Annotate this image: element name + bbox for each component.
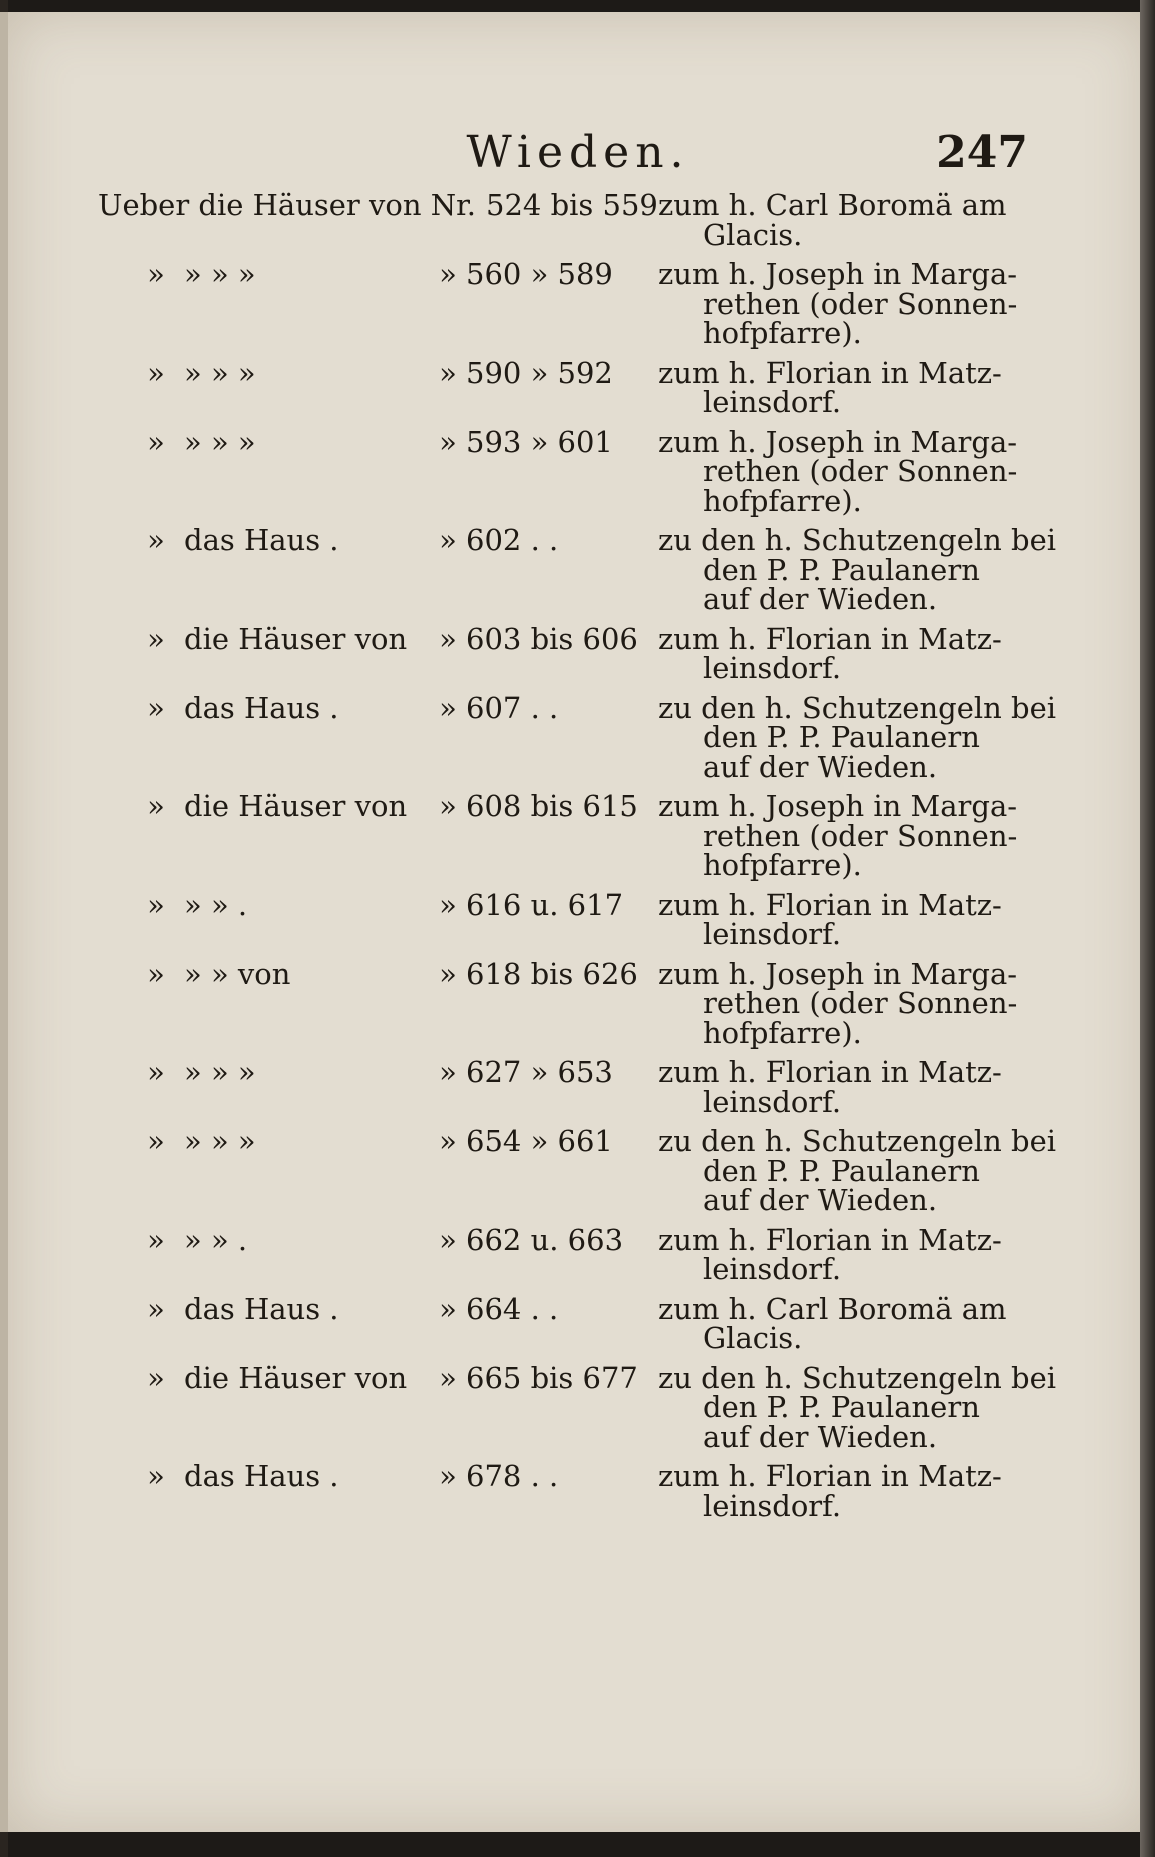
book-page <box>0 12 1148 1832</box>
house-number-range: 524 bis 559 <box>486 188 658 222</box>
parish-name-continued: leinsdorf. <box>703 1252 842 1286</box>
parish-name-continued: den P. P. Paulanern <box>703 720 980 754</box>
parish-name: zu den h. Schutzengeln bei <box>658 523 1057 557</box>
parish-name: zum h. Joseph in Marga- <box>658 789 1018 823</box>
row-ditto-mark: » <box>147 1055 165 1089</box>
row-label: das Haus . <box>184 1291 339 1326</box>
row-ditto-mark: » <box>147 621 165 656</box>
row-label: » » » <box>184 355 256 390</box>
parish-name-continued: auf der Wieden. <box>703 1183 938 1217</box>
parish-name-continued: leinsdorf. <box>703 1084 842 1119</box>
row-ditto-mark: » <box>147 424 165 459</box>
parish-name: zum h. Florian in Matz- <box>658 621 1002 656</box>
row-ditto-mark: » <box>439 621 457 656</box>
parish-name-continued: Glacis. <box>703 217 803 252</box>
running-header: Wieden. <box>466 127 690 178</box>
parish-name: zum h. Florian in Matz- <box>658 1222 1002 1257</box>
row-ditto-mark: » <box>147 355 165 390</box>
row-ditto-mark: » <box>439 1124 457 1158</box>
parish-name-continued: Glacis. <box>703 1321 803 1355</box>
table-row <box>8 1124 1148 1217</box>
parish-name-continued: rethen (oder Sonnen- <box>703 286 1018 321</box>
row-label: die Häuser von <box>184 789 408 823</box>
parish-name-continued: hofpfarre). <box>703 483 862 518</box>
parish-name-continued: leinsdorf. <box>703 651 842 685</box>
house-number-range: 665 bis 677 <box>466 1360 638 1395</box>
row-ditto-mark: » <box>439 789 457 823</box>
parish-name-continued: den P. P. Paulanern <box>703 1153 980 1188</box>
row-label: » » » <box>184 1124 256 1158</box>
parish-name: zu den h. Schutzengeln bei <box>658 1124 1057 1158</box>
parish-name: zu den h. Schutzengeln bei <box>658 690 1057 725</box>
row-ditto-mark: » <box>147 789 165 823</box>
table-row <box>8 188 1148 252</box>
row-label: das Haus . <box>184 523 339 557</box>
parish-name: zum h. Florian in Matz- <box>658 1055 1002 1089</box>
row-label: » » . <box>184 1222 248 1257</box>
parish-name: zum h. Florian in Matz- <box>658 1459 1002 1493</box>
parish-table <box>8 12 1148 1832</box>
table-row <box>8 1055 1148 1119</box>
parish-name: zum h. Carl Boromä am <box>658 1291 1007 1326</box>
table-row <box>8 956 1148 1050</box>
house-number-range: 608 bis 615 <box>466 789 638 823</box>
parish-name: zum h. Florian in Matz- <box>658 355 1002 390</box>
house-number-range: 602 . . <box>466 523 559 557</box>
house-number-range: 616 u. 617 <box>466 887 624 922</box>
row-ditto-mark: » <box>147 956 165 991</box>
parish-name: zum h. Florian in Matz- <box>658 887 1002 922</box>
house-number-range: 664 . . <box>466 1291 559 1326</box>
row-label: die Häuser von <box>184 1360 408 1395</box>
parish-name-continued: den P. P. Paulanern <box>703 552 980 587</box>
row-label: das Haus . <box>184 690 339 725</box>
row-ditto-mark: » <box>439 355 457 390</box>
table-row <box>8 257 1148 350</box>
table-row <box>8 1360 1148 1454</box>
parish-name-continued: auf der Wieden. <box>703 1419 938 1454</box>
table-row <box>8 789 1148 882</box>
house-number-range: 678 . . <box>466 1459 559 1493</box>
parish-name-continued: hofpfarre). <box>703 1015 862 1050</box>
parish-name-continued: rethen (oder Sonnen- <box>703 986 1018 1020</box>
parish-name: zum h. Joseph in Marga- <box>658 956 1018 991</box>
page-edge <box>1140 0 1155 1857</box>
row-ditto-mark: » <box>439 257 457 291</box>
row-label: das Haus . <box>184 1459 339 1493</box>
house-number-range: 590 » 592 <box>466 355 613 390</box>
row-label: Ueber die Häuser von Nr. <box>98 188 477 222</box>
parish-name-continued: den P. P. Paulanern <box>703 1390 980 1424</box>
house-number-range: 603 bis 606 <box>466 621 638 656</box>
row-ditto-mark: » <box>439 1360 457 1395</box>
parish-name-continued: rethen (oder Sonnen- <box>703 818 1018 853</box>
table-row <box>8 355 1148 419</box>
parish-name-continued: auf der Wieden. <box>703 582 938 616</box>
house-number-range: 593 » 601 <box>466 424 613 459</box>
table-row <box>8 1291 1148 1355</box>
row-ditto-mark: » <box>439 887 457 922</box>
table-row <box>8 887 1148 951</box>
row-ditto-mark: » <box>439 956 457 991</box>
row-label: » » » <box>184 257 256 291</box>
house-number-range: 607 . . <box>466 690 559 725</box>
table-row <box>8 690 1148 784</box>
row-ditto-mark: » <box>147 257 165 291</box>
row-ditto-mark: » <box>147 1360 165 1395</box>
row-ditto-mark: » <box>439 1055 457 1089</box>
table-row <box>8 621 1148 685</box>
parish-name-continued: auf der Wieden. <box>703 749 938 784</box>
row-ditto-mark: » <box>147 887 165 922</box>
row-ditto-mark: » <box>439 1291 457 1326</box>
table-row <box>8 523 1148 616</box>
parish-name: zum h. Carl Boromä am <box>658 188 1007 222</box>
row-ditto-mark: » <box>439 424 457 459</box>
row-label: die Häuser von <box>184 621 408 656</box>
parish-name-continued: rethen (oder Sonnen- <box>703 454 1018 488</box>
row-label: » » . <box>184 887 248 922</box>
row-ditto-mark: » <box>147 1459 165 1493</box>
row-label: » » » <box>184 424 256 459</box>
row-ditto-mark: » <box>147 690 165 725</box>
parish-name-continued: leinsdorf. <box>703 1488 842 1523</box>
table-row <box>8 1222 1148 1286</box>
table-row <box>8 424 1148 518</box>
row-ditto-mark: » <box>439 523 457 557</box>
row-ditto-mark: » <box>147 1222 165 1257</box>
house-number-range: 654 » 661 <box>466 1124 613 1158</box>
table-row <box>8 1459 1148 1523</box>
parish-name-continued: hofpfarre). <box>703 316 862 350</box>
house-number-range: 560 » 589 <box>466 257 613 291</box>
row-ditto-mark: » <box>439 1459 457 1493</box>
house-number-range: 618 bis 626 <box>466 956 638 991</box>
house-number-range: 627 » 653 <box>466 1055 613 1089</box>
parish-name-continued: leinsdorf. <box>703 385 842 419</box>
row-ditto-mark: » <box>439 1222 457 1257</box>
page-number: 247 <box>936 127 1028 178</box>
parish-name-continued: hofpfarre). <box>703 848 862 882</box>
parish-name: zum h. Joseph in Marga- <box>658 424 1018 459</box>
parish-name: zum h. Joseph in Marga- <box>658 257 1018 291</box>
row-ditto-mark: » <box>439 690 457 725</box>
row-ditto-mark: » <box>147 1124 165 1158</box>
row-label: » » von <box>184 956 291 991</box>
parish-name: zu den h. Schutzengeln bei <box>658 1360 1057 1395</box>
row-ditto-mark: » <box>147 523 165 557</box>
house-number-range: 662 u. 663 <box>466 1222 624 1257</box>
row-ditto-mark: » <box>147 1291 165 1326</box>
parish-name-continued: leinsdorf. <box>703 917 842 951</box>
row-label: » » » <box>184 1055 256 1089</box>
